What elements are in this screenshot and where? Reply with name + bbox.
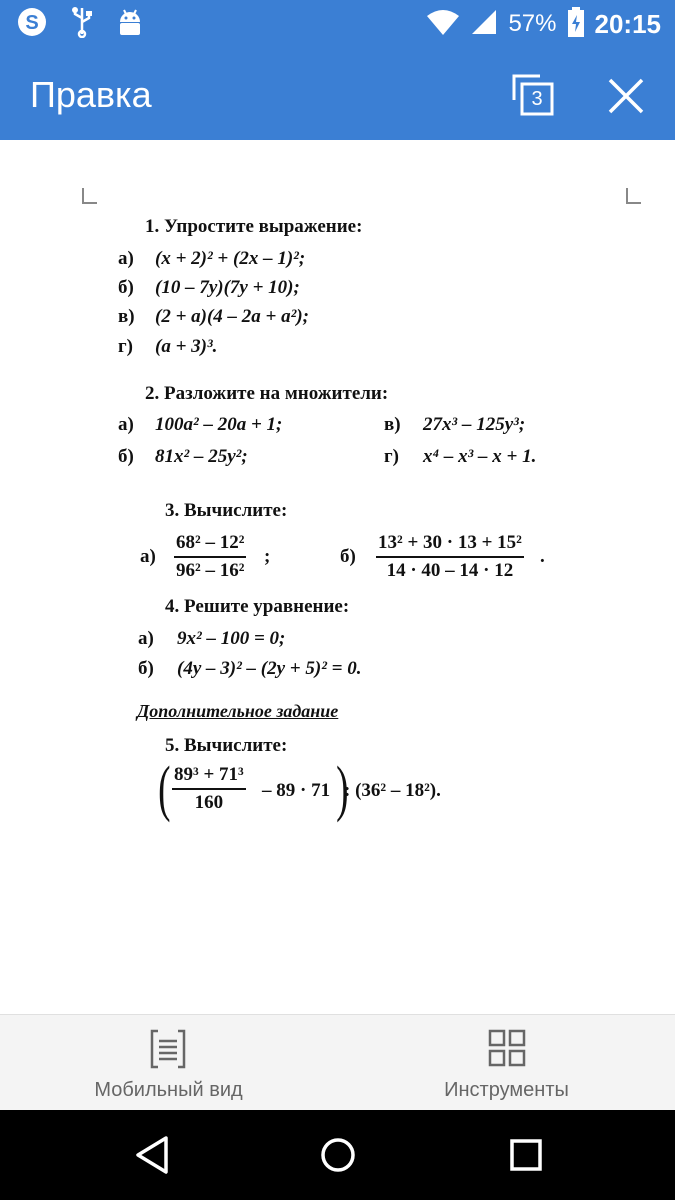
task2-item-b-letter: б) xyxy=(118,446,134,467)
usb-icon xyxy=(70,6,94,43)
bottom-toolbar xyxy=(0,1014,675,1110)
task2-item-v-expr: 27x³ – 125y³; xyxy=(423,414,526,435)
task1-heading: 1. Упростите выражение: xyxy=(145,216,363,237)
task4-item-b-expr: (4y – 3)² – (2y + 5)² = 0. xyxy=(177,658,362,679)
battery-text: 57% xyxy=(508,10,557,37)
tools-label: Инструменты xyxy=(444,1079,569,1101)
android-icon xyxy=(116,6,144,43)
task1-item-b-expr: (10 – 7y)(7y + 10); xyxy=(155,277,300,298)
left-parenthesis: ( xyxy=(158,755,171,823)
close-button[interactable] xyxy=(602,72,650,120)
task5-denominator: 160 xyxy=(194,792,224,813)
pages-count: 3 xyxy=(531,88,543,110)
task3-item-b-letter: б) xyxy=(340,546,356,567)
status-bar xyxy=(0,0,675,48)
task3-fraction-b xyxy=(376,532,524,582)
app-bar xyxy=(0,48,675,140)
task2-item-v-letter: в) xyxy=(384,414,401,435)
task2-item-g-expr: x⁴ – x³ – x + 1. xyxy=(423,446,537,467)
task5-heading: 5. Вычислите: xyxy=(165,735,288,756)
crop-corner-top-right xyxy=(626,188,642,204)
task4-heading: 4. Решите уравнение: xyxy=(165,596,350,617)
tools-button[interactable] xyxy=(338,1015,675,1111)
signal-icon xyxy=(470,8,498,41)
skype-icon xyxy=(16,6,48,43)
task1-item-v-expr: (2 + a)(4 – 2a + a²); xyxy=(155,306,309,327)
mobile-view-label: Мобильный вид xyxy=(94,1079,243,1101)
task5-fraction xyxy=(172,764,246,814)
task3-b-numerator: 13² + 30 · 13 + 15² xyxy=(378,532,522,553)
fraction-bar xyxy=(376,556,524,558)
battery-charging-icon xyxy=(567,7,585,42)
close-icon xyxy=(602,72,650,120)
back-icon[interactable] xyxy=(132,1134,172,1176)
task3-a-end: ; xyxy=(264,546,271,567)
fraction-bar xyxy=(174,556,246,558)
task3-a-denominator: 96² – 16² xyxy=(176,560,245,581)
task3-heading: 3. Вычислите: xyxy=(165,500,288,521)
task1-item-g-expr: (a + 3)³. xyxy=(155,336,218,357)
tools-grid-icon xyxy=(488,1029,526,1067)
document-view[interactable] xyxy=(0,140,675,1014)
mobile-view-icon xyxy=(150,1029,186,1069)
wifi-icon xyxy=(426,8,460,41)
mobile-view-button[interactable] xyxy=(0,1015,337,1111)
task1-item-g-letter: г) xyxy=(118,336,133,357)
home-icon[interactable] xyxy=(318,1134,358,1176)
extra-task-label: Дополнительное задание xyxy=(137,701,339,721)
task1-item-v-letter: в) xyxy=(118,306,135,327)
task2-heading: 2. Разложите на множители: xyxy=(145,383,389,404)
task2-item-a-expr: 100a² – 20a + 1; xyxy=(155,414,283,435)
system-nav-bar xyxy=(0,1110,675,1200)
task3-a-numerator: 68² – 12² xyxy=(176,532,245,553)
svg-text:S: S xyxy=(25,11,39,34)
page-title: Правка xyxy=(30,74,152,115)
fraction-bar xyxy=(172,788,246,790)
recents-icon[interactable] xyxy=(506,1134,546,1176)
right-parenthesis: ) xyxy=(336,755,349,823)
task1-item-a-letter: а) xyxy=(118,248,134,269)
clock: 20:15 xyxy=(594,8,661,39)
task3-fraction-a xyxy=(174,532,246,582)
task2-item-b-expr: 81x² – 25y²; xyxy=(155,446,248,467)
task5-numerator: 89³ + 71³ xyxy=(174,764,244,785)
task5-tail: : (36² – 18²). xyxy=(344,780,441,801)
task1-item-a-expr: (x + 2)² + (2x – 1)²; xyxy=(155,248,306,269)
crop-corner-top-left xyxy=(82,188,98,204)
task3-b-denominator: 14 · 40 – 14 · 12 xyxy=(386,560,514,581)
task3-item-a-letter: а) xyxy=(140,546,156,567)
task4-item-b-letter: б) xyxy=(138,658,154,679)
task4-item-a-letter: а) xyxy=(138,628,154,649)
task2-item-a-letter: а) xyxy=(118,414,134,435)
task3-b-end: . xyxy=(540,546,545,567)
pages-button[interactable] xyxy=(508,70,558,120)
task1-item-b-letter: б) xyxy=(118,277,134,298)
task2-item-g-letter: г) xyxy=(384,446,399,467)
task4-item-a-expr: 9x² – 100 = 0; xyxy=(177,628,286,649)
task5-middle: – 89 · 71 xyxy=(262,780,331,801)
